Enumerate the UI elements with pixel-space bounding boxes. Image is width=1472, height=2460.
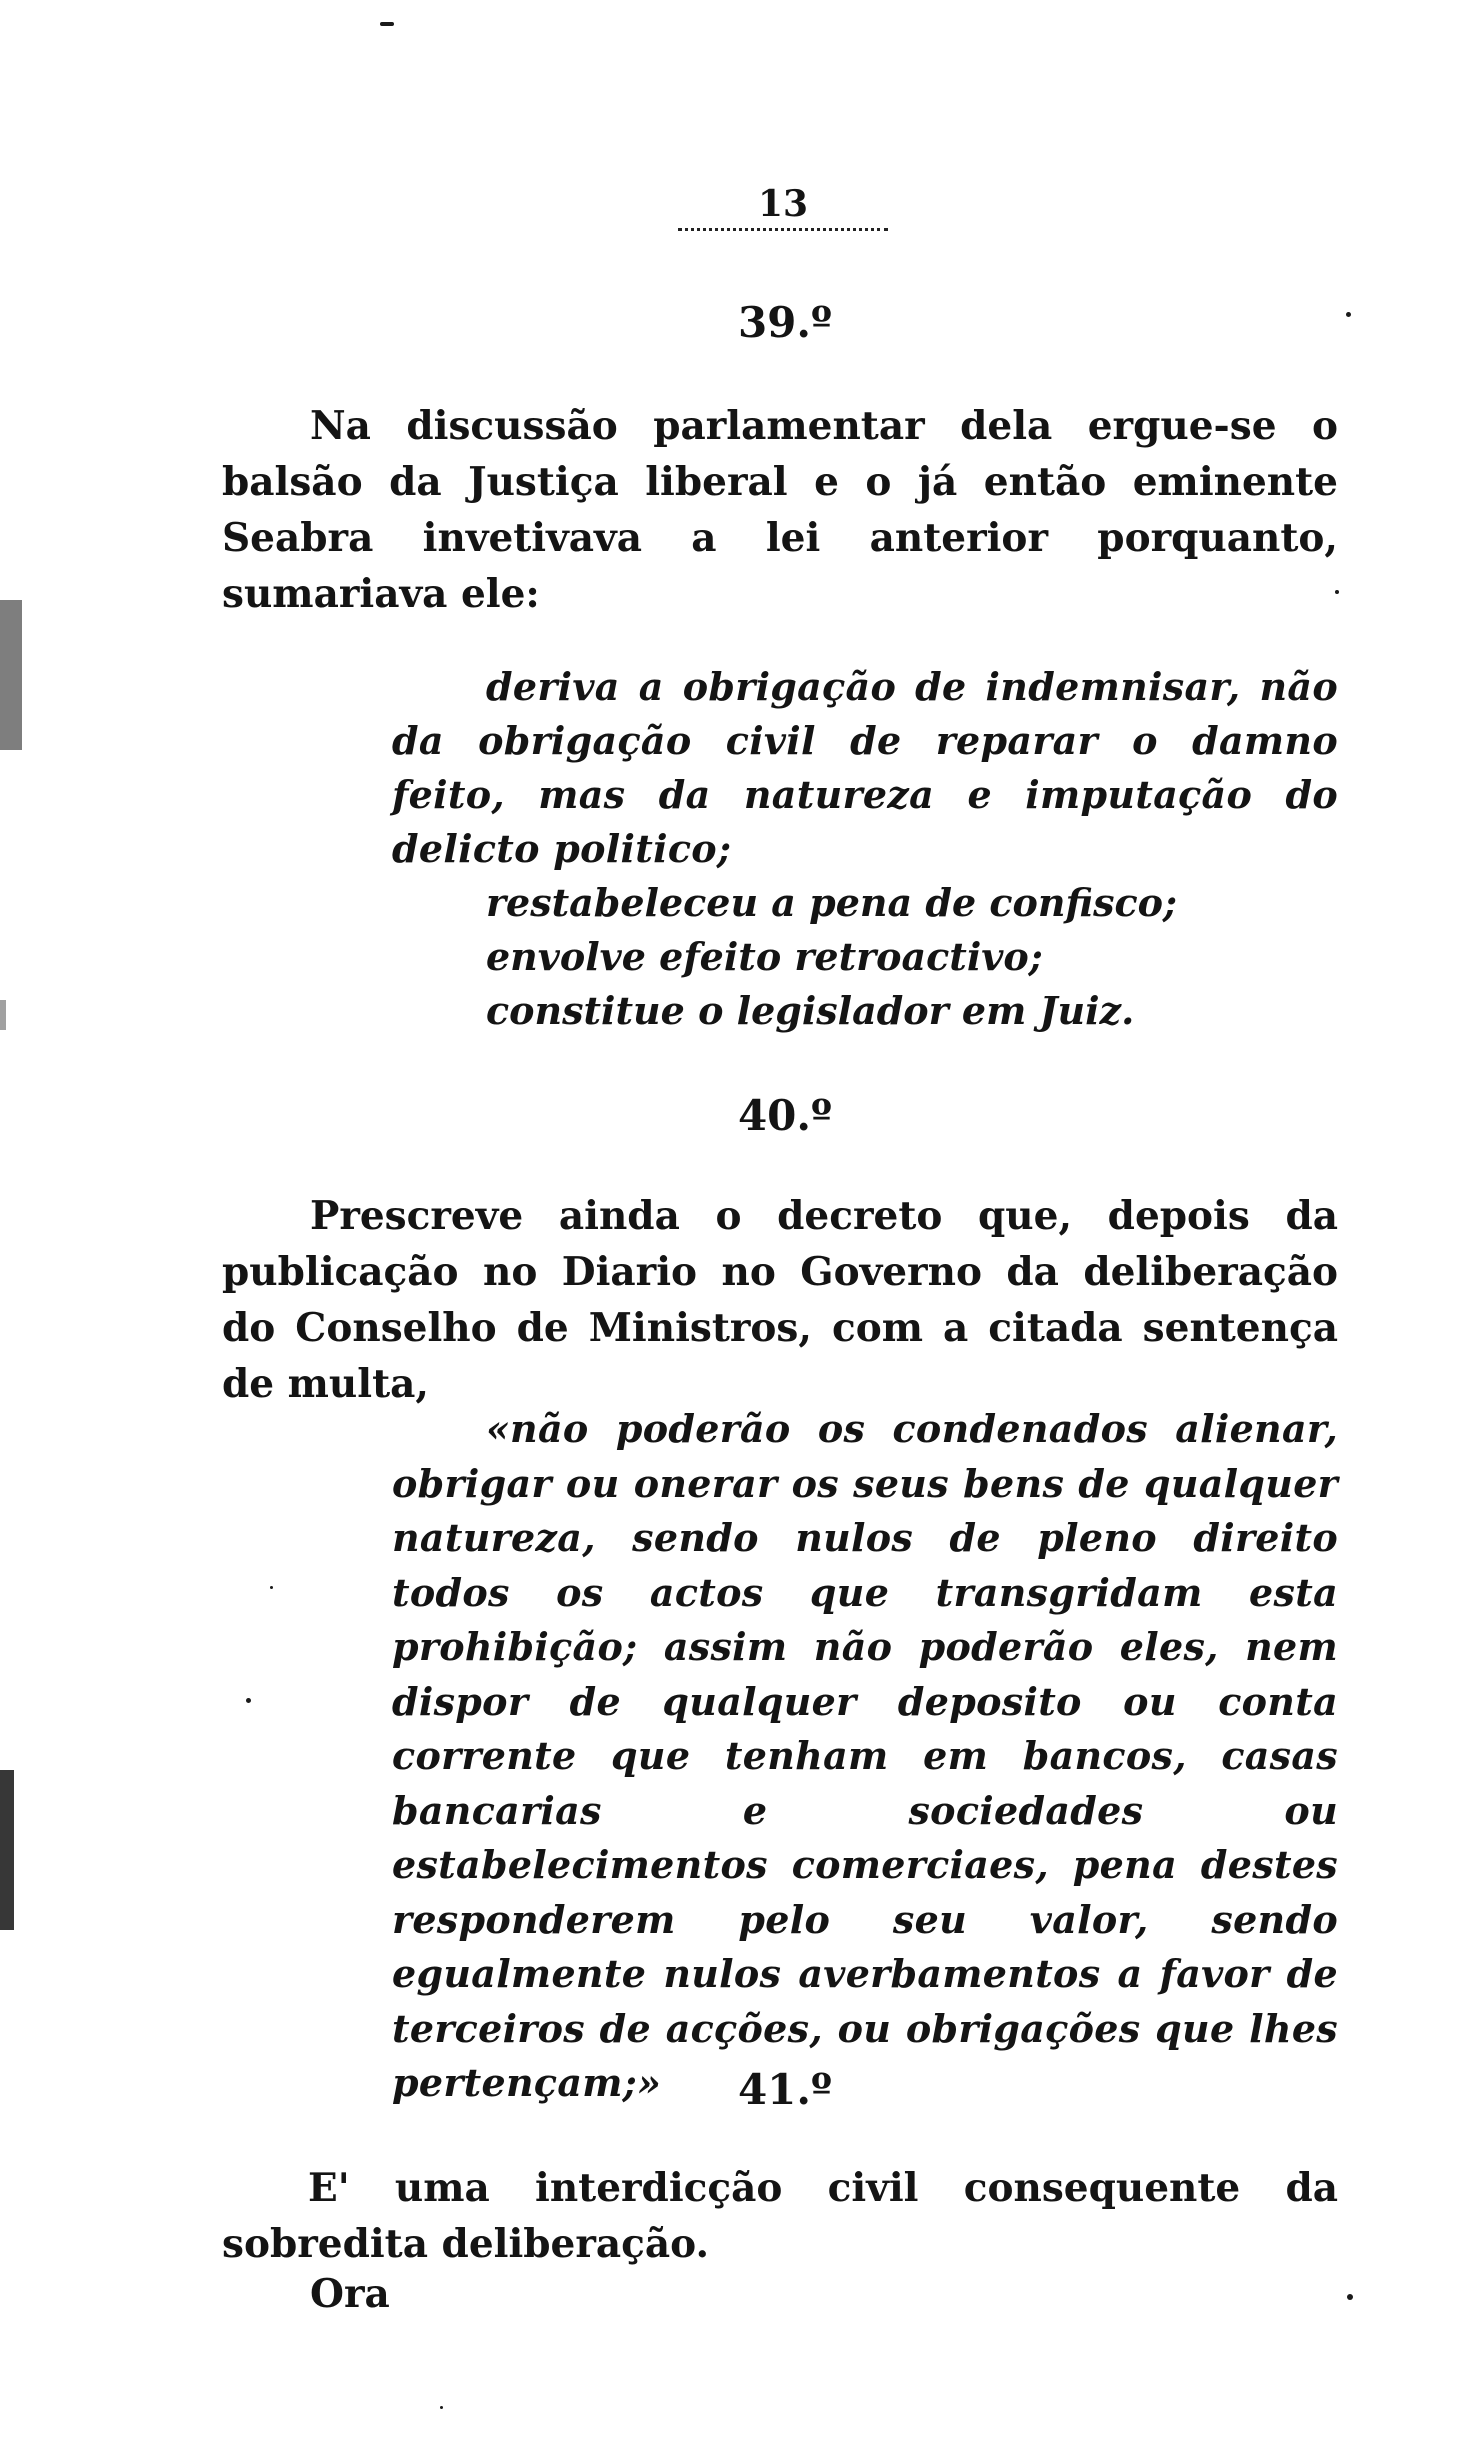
scan-speck <box>1347 2294 1353 2300</box>
scan-speck <box>440 2406 443 2409</box>
scan-speck <box>1335 590 1339 594</box>
scan-speck <box>270 1586 273 1589</box>
scan-speck <box>1346 312 1351 317</box>
scan-speck <box>246 1698 251 1703</box>
section-40-paragraph: Prescreve ainda o decreto que, depois da publicação no Diario no Governo da deliberação do Conselho de Ministros, com a citada sentença de multa, <box>222 1193 1338 1407</box>
section-number-40: 40.º <box>737 1091 833 1140</box>
binding-edge-mark <box>0 1770 14 1930</box>
page-number: 13 <box>678 182 888 231</box>
scan-speck <box>380 22 394 26</box>
section-39-paragraph: Na discussão parlamentar dela ergue-se o balsão da Justiça liberal e o já então eminente Seabra invetivava a lei anterior porquanto, sumariava ele: <box>222 403 1338 617</box>
section-40-quote: «não poderão os condenados alienar, obrigar ou onerar os seus bens de qualquer natureza, sendo nulos de pleno direito todos os actos que transgridam esta prohibição; assim não poderão eles, nem dispor de qualquer deposito ou conta corrente que tenham em bancos, casas bancarias e sociedades ou estabelecimentos comerciaes, pena destes responderem pelo seu valor, sendo egualmente nulos averbamentos a favor de terceiros de acções, ou obrigações que lhes pertençam;» <box>392 1406 1338 2105</box>
section-39-quote-opening: deriva a obrigação de indemnisar, não da obrigação civil de reparar o damno feito, mas da natureza e imputação do delicto politico; <box>392 664 1338 871</box>
section-number-39: 39.º <box>737 298 833 347</box>
section-39-quote-line-2: envolve efeito retroactivo; <box>486 934 1043 979</box>
section-number-41: 41.º <box>737 2065 833 2114</box>
section-39-quote-line-1: restabeleceu a pena de confisco; <box>486 880 1177 925</box>
binding-edge-mark <box>0 600 22 750</box>
section-39-quote-line-3: constitue o legislador em Juiz. <box>486 988 1135 1033</box>
section-41-paragraph: E' uma interdicção civil consequente da sobredita deliberação. <box>222 2165 1338 2267</box>
trailing-catchword: Ora <box>310 2271 390 2317</box>
binding-edge-mark <box>0 1000 6 1030</box>
